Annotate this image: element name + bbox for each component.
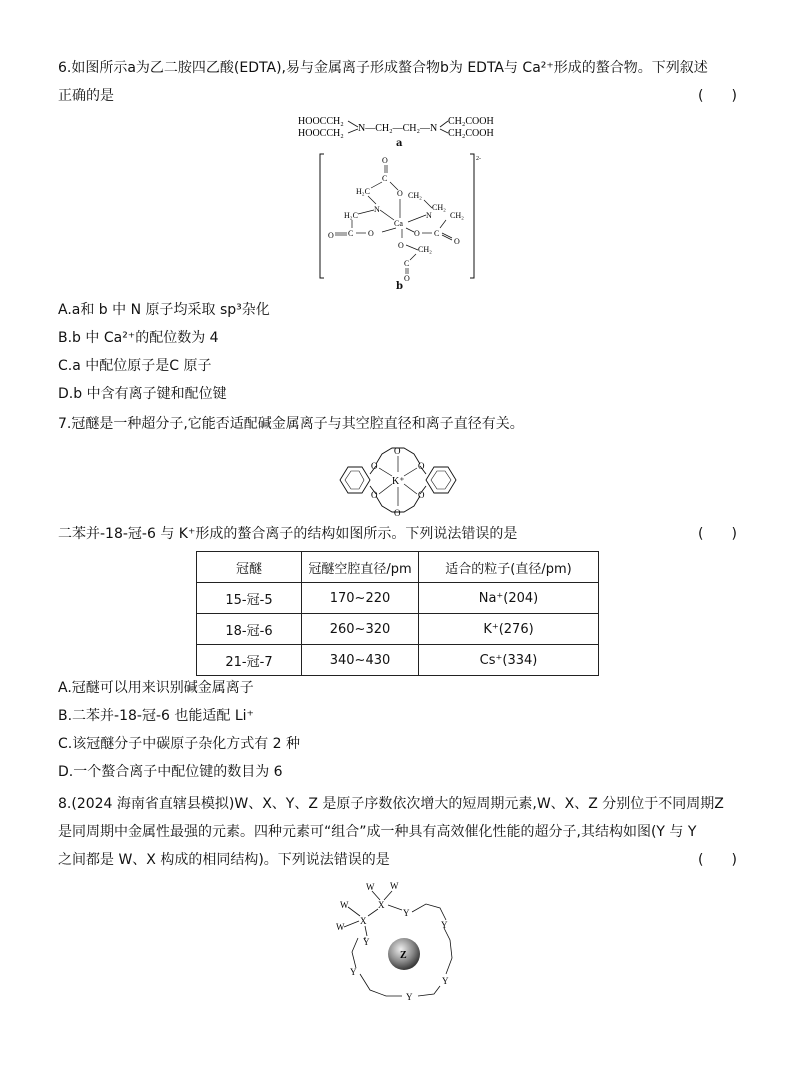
edta-center-chain: N—CH₂—CH₂—N xyxy=(358,123,438,134)
svg-text:X: X xyxy=(360,916,367,926)
svg-text:O: O xyxy=(382,156,388,165)
svg-text:Y: Y xyxy=(441,920,448,930)
svg-text:W: W xyxy=(390,881,399,891)
table-header-row xyxy=(197,552,599,583)
svg-text:CH₂: CH₂ xyxy=(408,191,422,200)
table-cell: Na⁺(204) xyxy=(419,583,599,614)
svg-text:O: O xyxy=(368,229,374,238)
q8-stem-line2: 是同周期中金属性最强的元素。四种元素可“组合”成一种具有高效催化性能的超分子,其结构如图(Y 与 Y xyxy=(58,824,697,840)
table-row xyxy=(197,645,599,676)
table-cell: 340~430 xyxy=(302,645,419,676)
svg-text:O: O xyxy=(371,461,378,471)
n-atom-left: N xyxy=(374,205,380,214)
z-label: Z xyxy=(400,950,407,961)
svg-text:C: C xyxy=(348,229,354,238)
table-cell: 170~220 xyxy=(302,583,419,614)
q6-option-b: B.b 中 Ca²⁺的配位数为 4 xyxy=(58,330,219,346)
svg-text:Y: Y xyxy=(350,967,357,977)
q7-option-b: B.二苯并-18-冠-6 也能适配 Li⁺ xyxy=(58,708,254,724)
svg-text:O: O xyxy=(397,189,403,198)
table-cell: 21-冠-7 xyxy=(197,645,302,676)
svg-text:O: O xyxy=(418,461,425,471)
k-ion: K⁺ xyxy=(392,476,405,487)
q6-stem-line2: 正确的是 xyxy=(58,88,114,104)
edta-right-bottom: CH₂COOH xyxy=(448,128,494,139)
q7-stem: 7.冠醚是一种超分子,它能否适配碱金属离子与其空腔直径和离子直径有关。 xyxy=(58,416,524,432)
svg-text:O: O xyxy=(454,237,460,246)
table-row xyxy=(197,614,599,645)
ca-atom: Ca xyxy=(394,219,403,228)
svg-text:O: O xyxy=(418,490,425,500)
svg-text:CH₂: CH₂ xyxy=(450,211,464,220)
svg-text:O: O xyxy=(414,229,420,238)
q6-option-d: D.b 中含有离子键和配位键 xyxy=(58,386,227,402)
table-header-cell: 适合的粒子(直径/pm) xyxy=(419,552,599,583)
svg-text:Y: Y xyxy=(442,976,449,986)
svg-text:Y: Y xyxy=(363,937,370,947)
svg-text:CH₂: CH₂ xyxy=(418,245,432,254)
svg-text:O: O xyxy=(328,231,334,240)
svg-text:W: W xyxy=(340,900,349,910)
charge-label: 2- xyxy=(476,156,481,162)
supramolecule-figure xyxy=(330,878,470,1010)
svg-text:H₂C: H₂C xyxy=(344,211,358,220)
q6-option-c: C.a 中配位原子是C 原子 xyxy=(58,358,212,374)
svg-text:Y: Y xyxy=(406,992,413,1002)
dibenzo-18-crown-6-figure xyxy=(332,440,464,520)
svg-text:W: W xyxy=(366,882,375,892)
figure-a-caption: a xyxy=(396,138,403,149)
q7-answer-paren: ( ) xyxy=(698,526,737,542)
n-atom-right: N xyxy=(426,211,432,220)
table-row xyxy=(197,583,599,614)
svg-text:C: C xyxy=(404,259,410,268)
table-header-cell: 冠醚 xyxy=(197,552,302,583)
q7-option-d: D.一个螯合离子中配位键的数目为 6 xyxy=(58,764,283,780)
table-cell: Cs⁺(334) xyxy=(419,645,599,676)
svg-text:H₂C: H₂C xyxy=(356,187,370,196)
q7-option-a: A.冠醚可以用来识别碱金属离子 xyxy=(58,680,254,696)
q6-answer-paren: ( ) xyxy=(698,88,737,104)
q6-option-a: A.a和 b 中 N 原子均采取 sp³杂化 xyxy=(58,302,270,318)
q7-question-line: 二苯并-18-冠-6 与 K⁺形成的螯合离子的结构如图所示。下列说法错误的是 xyxy=(58,526,518,542)
table-cell: 260~320 xyxy=(302,614,419,645)
svg-text:W: W xyxy=(336,922,345,932)
q6-stem-line1: 6.如图所示a为乙二胺四乙酸(EDTA),易与金属离子形成螯合物b为 EDTA与 Ca²⁺形成的螯合物。下列叙述 xyxy=(58,60,708,76)
svg-text:O: O xyxy=(394,446,401,456)
svg-text:C: C xyxy=(382,174,388,183)
crown-ether-table xyxy=(196,551,599,676)
svg-text:O: O xyxy=(398,241,404,250)
svg-text:CH₂: CH₂ xyxy=(432,203,446,212)
figure-b-caption: b xyxy=(396,281,403,292)
svg-text:X: X xyxy=(378,900,385,910)
svg-text:O: O xyxy=(371,490,378,500)
q8-stem-line3: 之间都是 W、X 构成的相同结构)。下列说法错误的是 xyxy=(58,852,390,868)
edta-left-bottom: HOOCCH₂ xyxy=(298,128,344,139)
edta-right-top: CH₂COOH xyxy=(448,116,494,127)
q8-answer-paren: ( ) xyxy=(698,852,737,868)
svg-text:Y: Y xyxy=(403,908,410,918)
q8-stem-line1: 8.(2024 海南省直辖县模拟)W、X、Y、Z 是原子序数依次增大的短周期元素,W、X、Z 分别位于不同周期Z xyxy=(58,796,724,812)
edta-left-top: HOOCCH₂ xyxy=(298,116,344,127)
svg-text:O: O xyxy=(394,508,401,518)
table-cell: K⁺(276) xyxy=(419,614,599,645)
q7-option-c: C.该冠醚分子中碳原子杂化方式有 2 种 xyxy=(58,736,301,752)
table-cell: 15-冠-5 xyxy=(197,583,302,614)
svg-text:C: C xyxy=(434,229,440,238)
svg-text:O: O xyxy=(404,274,410,282)
ca-edta-chelate-figure xyxy=(316,152,486,282)
table-cell: 18-冠-6 xyxy=(197,614,302,645)
table-header-cell: 冠醚空腔直径/pm xyxy=(302,552,419,583)
